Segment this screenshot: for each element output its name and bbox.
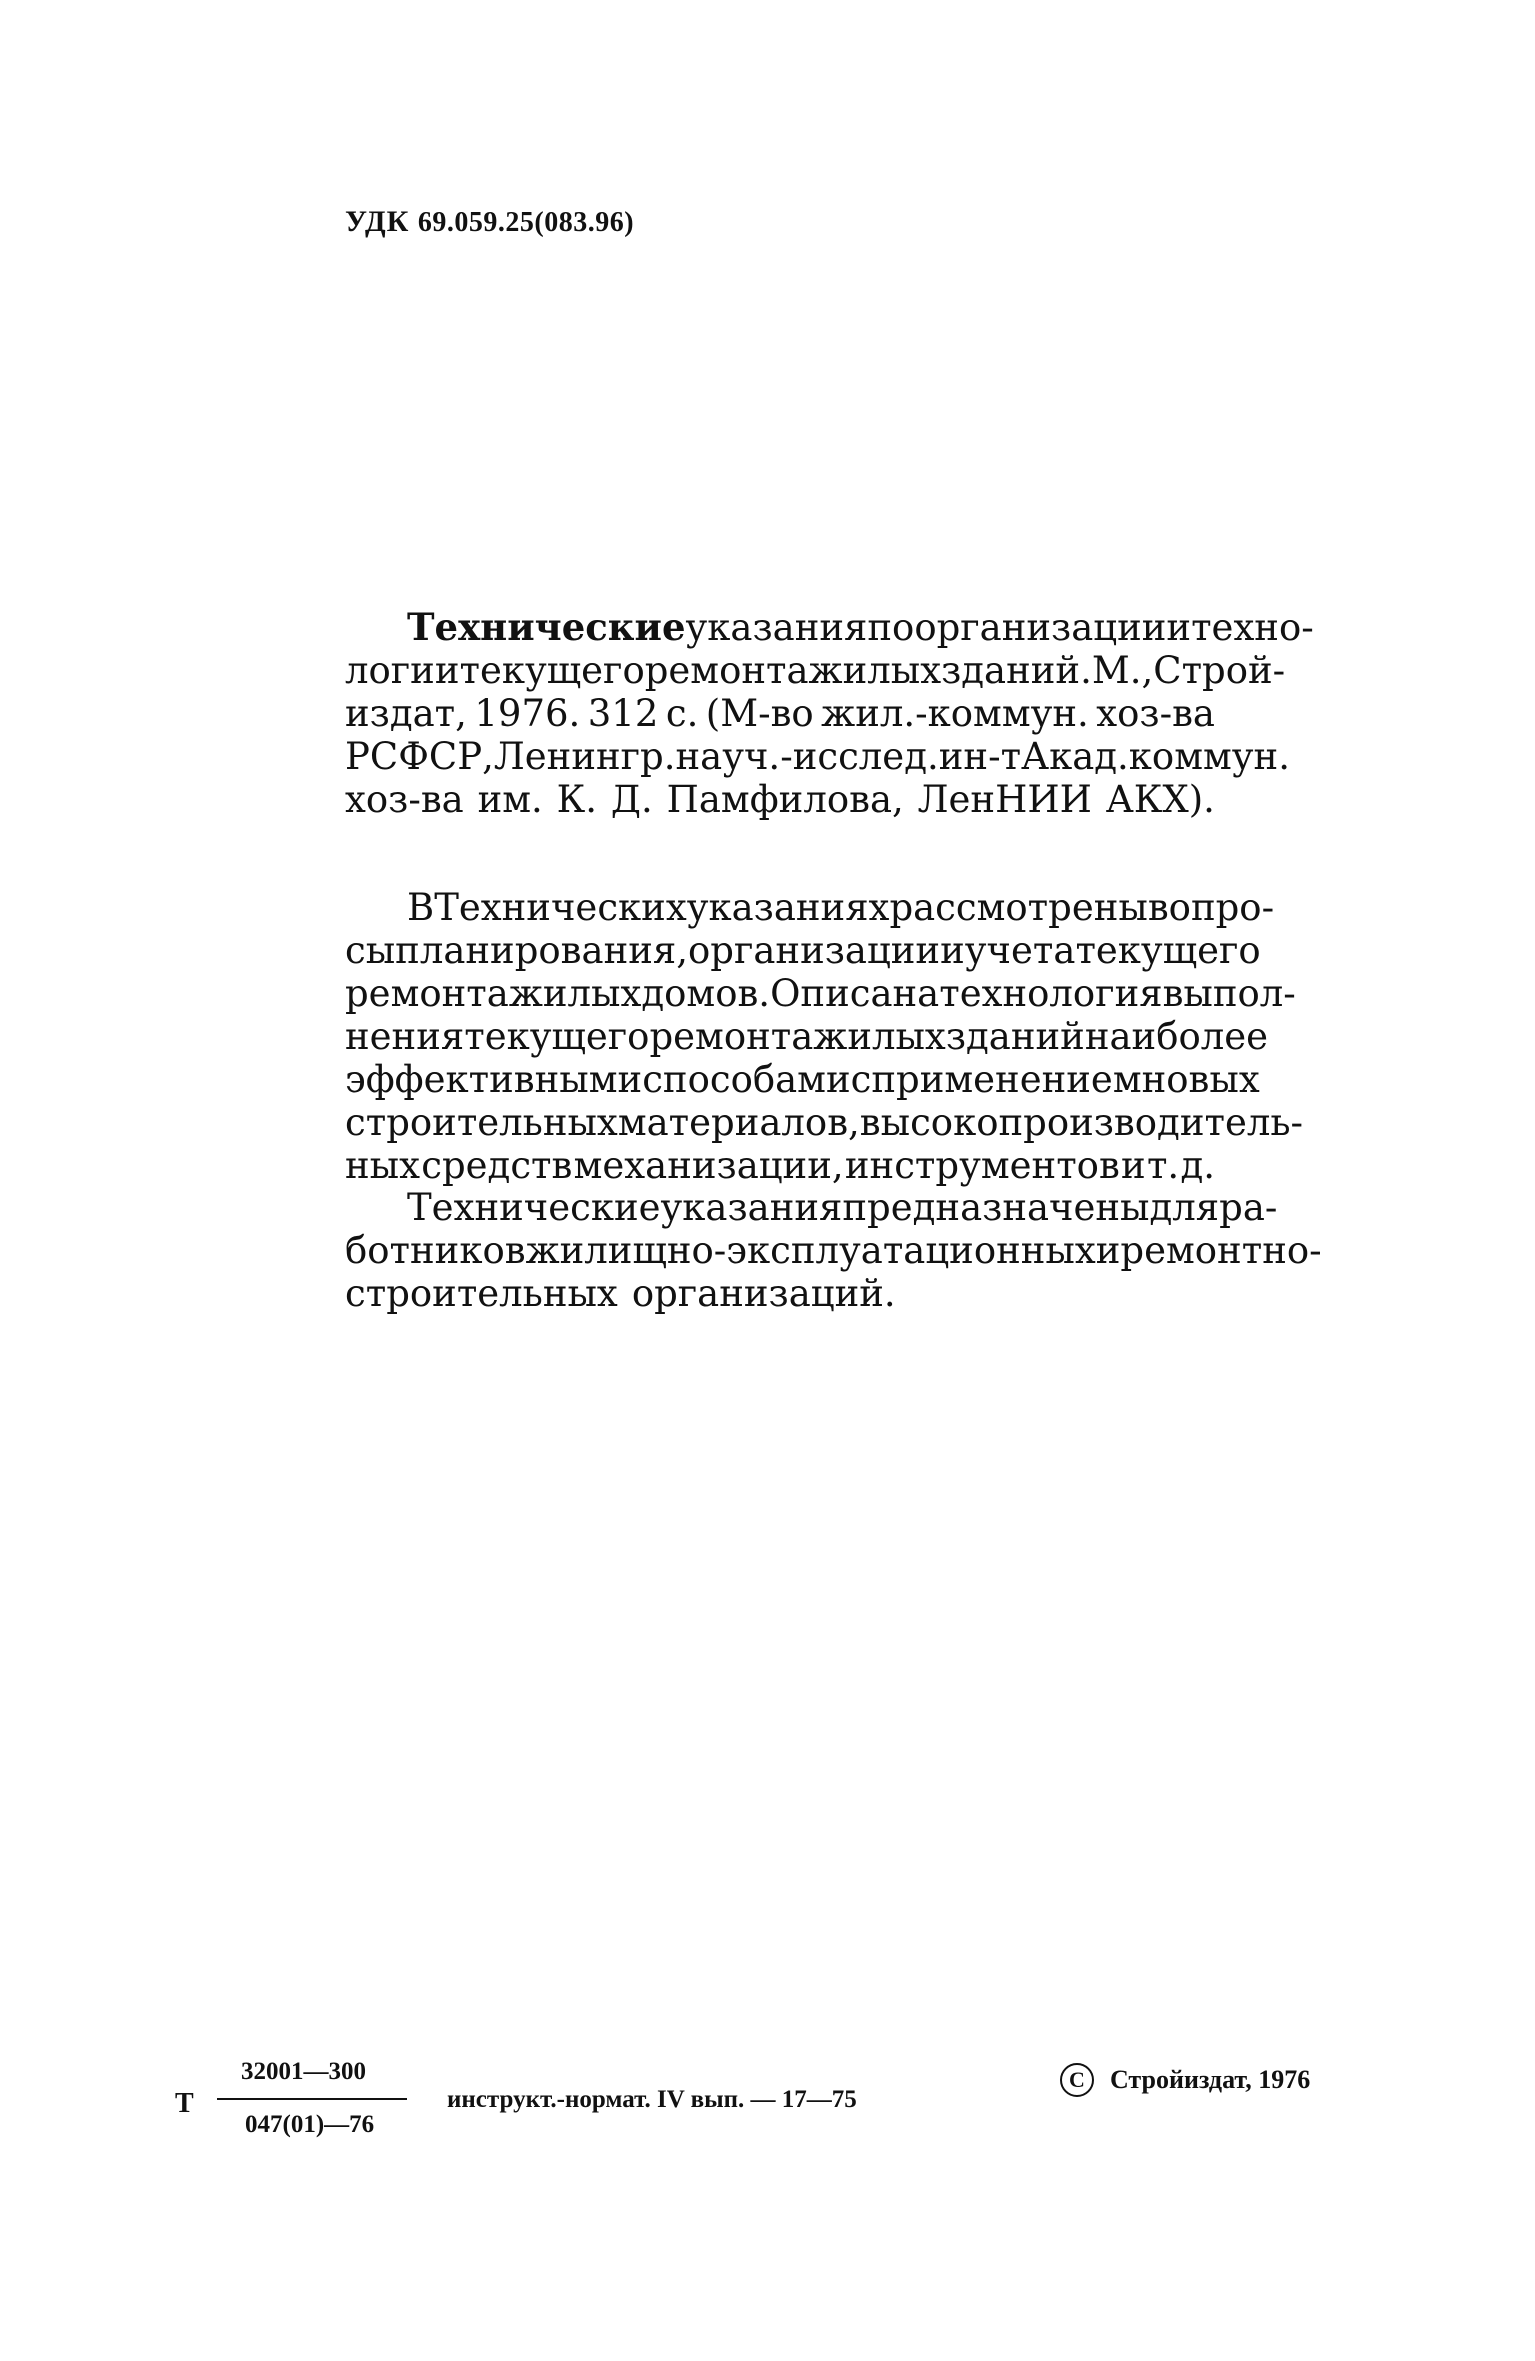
text-word: ботников (345, 1229, 526, 1272)
copyright-icon: C (1060, 2063, 1094, 2097)
text-line (345, 1101, 1304, 1144)
text-line (345, 605, 1314, 649)
text-word: с (850, 1058, 872, 1101)
text-line (345, 649, 1286, 692)
text-word: Технических (434, 886, 687, 929)
text-word: текущего (464, 1015, 650, 1058)
text-word: коммун. (1128, 735, 1290, 778)
text-word: Памфилова, (666, 778, 904, 821)
text-word: Акад. (1021, 735, 1129, 778)
text-line (345, 692, 1215, 735)
text-word: Д. (610, 778, 653, 821)
bibliographic-description (345, 605, 1314, 821)
text-word: предназначены (842, 1186, 1150, 1229)
text-word: рассмотрены (889, 886, 1148, 929)
text-word: АКХ). (1105, 778, 1215, 821)
udk-label: УДК (345, 205, 410, 238)
index-letter: Т (175, 2088, 194, 2119)
text-word: науч.-исслед. (675, 735, 939, 778)
text-word: зданий. (941, 649, 1092, 692)
text-word: (М-во (705, 692, 814, 735)
text-word: технология (939, 972, 1163, 1015)
text-line (345, 735, 1290, 778)
text-line (345, 1186, 1278, 1229)
text-word: строительных (345, 1272, 618, 1315)
text-word: текущего (459, 649, 645, 692)
text-word: планирования, (395, 929, 688, 972)
text-line (345, 886, 1275, 929)
text-word: д. (1180, 1144, 1215, 1187)
text-word: М., (1091, 649, 1154, 692)
text-word: способами (642, 1058, 851, 1101)
abstract-paragraph-2 (345, 1186, 1322, 1315)
text-word: им. (477, 778, 543, 821)
text-line (345, 1272, 1215, 1315)
text-line (345, 929, 1261, 972)
udk-number: 69.059.25(083.96) (417, 207, 635, 238)
text-word: учета (964, 929, 1076, 972)
udk-code (345, 205, 634, 239)
text-word: наиболее (1084, 1015, 1269, 1058)
text-word: 312 (587, 692, 659, 735)
text-word: выпол- (1162, 972, 1296, 1015)
catalog-text: инструкт.-нормат. IV вып. — 17—75 (447, 2086, 857, 2113)
text-word: эффективными (345, 1058, 643, 1101)
text-word: нения (345, 1015, 465, 1058)
text-word: сы (345, 929, 396, 972)
text-word: ремонта (345, 972, 509, 1015)
index-numerator: 32001—300 (241, 2058, 366, 2085)
text-word: строительных (345, 1101, 618, 1144)
text-word: организации (914, 606, 1167, 649)
text-word: организаций. (631, 1272, 896, 1315)
text-word: издат, (345, 692, 467, 735)
text-word: ремонта (644, 649, 809, 692)
publication-index (175, 2058, 975, 2168)
text-word: жилых (808, 649, 942, 692)
text-word: техно- (1191, 606, 1314, 649)
text-word: механизации, (573, 1144, 844, 1187)
text-word: т. (1146, 1144, 1180, 1187)
text-word: жил.-коммун. (821, 692, 1089, 735)
text-word: Технические (407, 1186, 661, 1229)
text-word: и (1095, 1229, 1121, 1272)
copyright (1060, 2063, 1310, 2097)
text-word: новых (1141, 1058, 1260, 1101)
text-word: и (1121, 1144, 1146, 1187)
text-line (345, 1144, 1215, 1187)
text-word: Описана (770, 972, 940, 1015)
text-word: и (940, 929, 965, 972)
text-word: 1976. (474, 692, 581, 735)
text-word: вопро- (1147, 886, 1275, 929)
text-word: Ленингр. (493, 735, 676, 778)
text-word: ра- (1219, 1186, 1278, 1229)
text-word: организации (688, 929, 941, 972)
copyright-text: Стройиздат, 1976 (1110, 2065, 1311, 2094)
text-word: по (867, 606, 915, 649)
text-line (345, 1058, 1260, 1101)
text-word: инструментов (844, 1144, 1120, 1187)
text-line (345, 1015, 1269, 1058)
text-word: применением (871, 1058, 1142, 1101)
text-line (345, 1229, 1322, 1272)
text-word: для (1149, 1186, 1220, 1229)
text-line (345, 972, 1296, 1015)
text-word: хоз-ва (1096, 692, 1215, 735)
text-word: Строй- (1153, 649, 1286, 692)
text-word: ин-т (938, 735, 1022, 778)
text-word: с. (665, 692, 699, 735)
fraction-rule (217, 2098, 407, 2100)
text-word: зданий (945, 1015, 1085, 1058)
text-word: В (407, 886, 435, 929)
text-word: средств (421, 1144, 573, 1187)
text-word: логии (345, 649, 460, 692)
text-word: материалов, (617, 1101, 860, 1144)
text-word: К. (556, 778, 598, 821)
text-word: высокопроизводитель- (859, 1101, 1304, 1144)
text-word: ремонтно- (1120, 1229, 1322, 1272)
text-word: ных (345, 1144, 420, 1187)
text-word: указаниях (686, 886, 890, 929)
text-word: РСФСР, (345, 735, 494, 778)
text-word: ремонта (649, 1015, 814, 1058)
text-word: Технические (407, 605, 686, 649)
text-word: жилых (813, 1015, 946, 1058)
text-word: ЛенНИИ (917, 778, 1092, 821)
text-word: указания (660, 1186, 843, 1229)
index-denominator: 047(01)—76 (245, 2111, 375, 2138)
text-word: жилых (508, 972, 642, 1015)
text-word: домов. (641, 972, 771, 1015)
text-word: указания (685, 606, 868, 649)
text-word: жилищно-эксплуатационных (525, 1229, 1096, 1272)
text-line (345, 778, 1215, 821)
text-word: текущего (1075, 929, 1261, 972)
text-word: хоз-ва (345, 778, 464, 821)
abstract-paragraph-1 (345, 886, 1304, 1187)
text-word: и (1166, 606, 1192, 649)
